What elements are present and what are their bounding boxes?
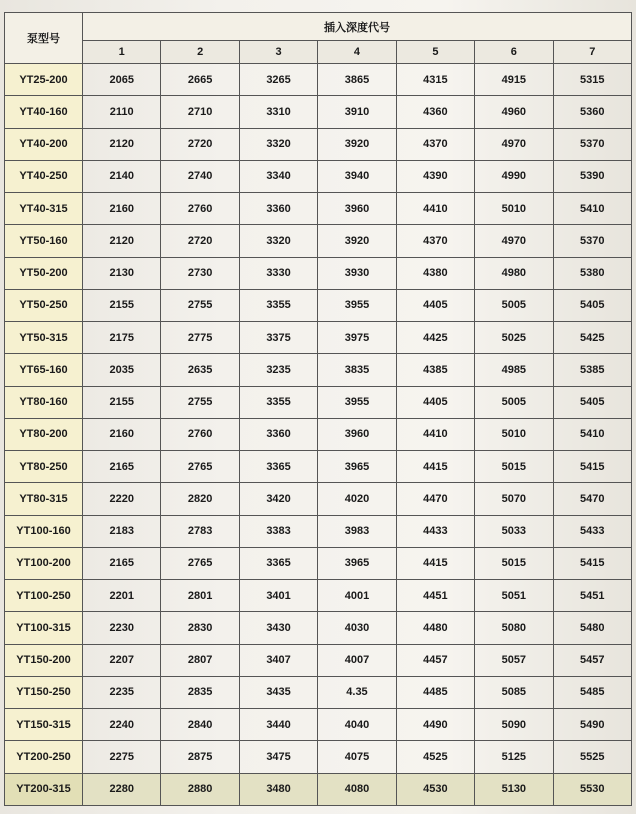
depth-value-cell: 5457	[553, 644, 631, 676]
table-row	[5, 160, 632, 192]
depth-value-cell: 3320	[239, 225, 317, 257]
depth-value-cell: 3865	[318, 64, 396, 96]
depth-value-cell: 2775	[161, 322, 239, 354]
pump-model-cell: YT80-250	[5, 451, 83, 483]
depth-value-cell: 5485	[553, 676, 631, 708]
table-row	[5, 483, 632, 515]
depth-value-cell: 2065	[83, 64, 161, 96]
table-row	[5, 96, 632, 128]
depth-value-cell: 4315	[396, 64, 474, 96]
depth-value-cell: 2275	[83, 741, 161, 773]
depth-value-cell: 5390	[553, 160, 631, 192]
table-row	[5, 418, 632, 450]
depth-value-cell: 4040	[318, 709, 396, 741]
depth-value-cell: 4415	[396, 451, 474, 483]
depth-value-cell: 5090	[475, 709, 553, 741]
depth-value-cell: 5525	[553, 741, 631, 773]
table-body	[5, 64, 632, 806]
pump-model-cell: YT40-315	[5, 193, 83, 225]
depth-value-cell: 2835	[161, 676, 239, 708]
depth-value-cell: 3965	[318, 451, 396, 483]
depth-value-cell: 4380	[396, 257, 474, 289]
depth-value-cell: 2230	[83, 612, 161, 644]
depth-value-cell: 4470	[396, 483, 474, 515]
depth-value-cell: 3983	[318, 515, 396, 547]
depth-value-cell: 4020	[318, 483, 396, 515]
depth-value-cell: 3940	[318, 160, 396, 192]
depth-value-cell: 5070	[475, 483, 553, 515]
depth-value-cell: 4007	[318, 644, 396, 676]
depth-value-cell: 2755	[161, 289, 239, 321]
depth-value-cell: 2755	[161, 386, 239, 418]
depth-value-cell: 3383	[239, 515, 317, 547]
depth-value-cell: 2140	[83, 160, 161, 192]
depth-value-cell: 3920	[318, 225, 396, 257]
depth-value-cell: 2765	[161, 547, 239, 579]
table-row	[5, 580, 632, 612]
depth-value-cell: 2175	[83, 322, 161, 354]
depth-value-cell: 2280	[83, 773, 161, 806]
depth-value-cell: 3355	[239, 386, 317, 418]
depth-value-cell: 5530	[553, 773, 631, 806]
table-header	[5, 13, 632, 64]
pump-model-cell: YT40-160	[5, 96, 83, 128]
depth-value-cell: 5005	[475, 386, 553, 418]
table-row	[5, 257, 632, 289]
depth-value-cell: 2635	[161, 354, 239, 386]
depth-value-cell: 4990	[475, 160, 553, 192]
depth-value-cell: 5005	[475, 289, 553, 321]
table-row	[5, 676, 632, 708]
depth-value-cell: 4370	[396, 225, 474, 257]
depth-value-cell: 4410	[396, 418, 474, 450]
depth-value-cell: 2110	[83, 96, 161, 128]
depth-value-cell: 5410	[553, 193, 631, 225]
depth-value-cell: 3910	[318, 96, 396, 128]
depth-value-cell: 2875	[161, 741, 239, 773]
depth-value-cell: 3340	[239, 160, 317, 192]
depth-value-cell: 5405	[553, 386, 631, 418]
depth-value-cell: 3360	[239, 418, 317, 450]
depth-value-cell: 2201	[83, 580, 161, 612]
depth-value-cell: 2801	[161, 580, 239, 612]
depth-value-cell: 4530	[396, 773, 474, 806]
pump-model-cell: YT150-250	[5, 676, 83, 708]
header-depth-code: 3	[239, 41, 317, 64]
header-pump-model: 泵型号	[5, 13, 83, 64]
depth-value-cell: 5385	[553, 354, 631, 386]
table-row	[5, 225, 632, 257]
depth-value-cell: 4433	[396, 515, 474, 547]
pump-model-cell: YT50-315	[5, 322, 83, 354]
depth-value-cell: 5125	[475, 741, 553, 773]
depth-value-cell: 2130	[83, 257, 161, 289]
depth-value-cell: 5051	[475, 580, 553, 612]
depth-value-cell: 3360	[239, 193, 317, 225]
depth-value-cell: 5130	[475, 773, 553, 806]
depth-value-cell: 3960	[318, 418, 396, 450]
depth-value-cell: 4451	[396, 580, 474, 612]
pump-model-cell: YT100-160	[5, 515, 83, 547]
table-row	[5, 354, 632, 386]
depth-value-cell: 3365	[239, 547, 317, 579]
depth-value-cell: 2155	[83, 386, 161, 418]
header-depth-code: 2	[161, 41, 239, 64]
pump-model-cell: YT100-250	[5, 580, 83, 612]
depth-value-cell: 2165	[83, 451, 161, 483]
depth-value-cell: 5025	[475, 322, 553, 354]
depth-value-cell: 5425	[553, 322, 631, 354]
depth-value-cell: 5080	[475, 612, 553, 644]
depth-value-cell: 5433	[553, 515, 631, 547]
depth-value-cell: 5315	[553, 64, 631, 96]
depth-value-cell: 3475	[239, 741, 317, 773]
depth-value-cell: 2207	[83, 644, 161, 676]
table-row	[5, 741, 632, 773]
depth-value-cell: 3975	[318, 322, 396, 354]
depth-value-cell: 4425	[396, 322, 474, 354]
depth-value-cell: 3480	[239, 773, 317, 806]
depth-value-cell: 4490	[396, 709, 474, 741]
depth-value-cell: 2830	[161, 612, 239, 644]
table-row	[5, 64, 632, 96]
depth-value-cell: 5415	[553, 547, 631, 579]
pump-model-cell: YT200-250	[5, 741, 83, 773]
pump-model-cell: YT100-200	[5, 547, 83, 579]
depth-value-cell: 4985	[475, 354, 553, 386]
depth-value-cell: 3920	[318, 128, 396, 160]
depth-value-cell: 2710	[161, 96, 239, 128]
depth-value-cell: 3430	[239, 612, 317, 644]
depth-value-cell: 3965	[318, 547, 396, 579]
depth-value-cell: 5015	[475, 451, 553, 483]
header-depth-code: 7	[553, 41, 631, 64]
depth-value-cell: 4080	[318, 773, 396, 806]
depth-value-cell: 2720	[161, 128, 239, 160]
header-depth-code: 1	[83, 41, 161, 64]
depth-value-cell: 2820	[161, 483, 239, 515]
depth-value-cell: 3355	[239, 289, 317, 321]
depth-value-cell: 2183	[83, 515, 161, 547]
depth-value-cell: 4390	[396, 160, 474, 192]
depth-value-cell: 4415	[396, 547, 474, 579]
depth-value-cell: 2720	[161, 225, 239, 257]
depth-value-cell: 3401	[239, 580, 317, 612]
depth-value-cell: 3420	[239, 483, 317, 515]
depth-value-cell: 5010	[475, 418, 553, 450]
pump-model-cell: YT150-200	[5, 644, 83, 676]
depth-value-cell: 3320	[239, 128, 317, 160]
pump-model-cell: YT80-315	[5, 483, 83, 515]
pump-model-cell: YT50-200	[5, 257, 83, 289]
table-row	[5, 773, 632, 806]
table-row	[5, 193, 632, 225]
depth-value-cell: 3265	[239, 64, 317, 96]
depth-value-cell: 4970	[475, 225, 553, 257]
depth-value-cell: 4915	[475, 64, 553, 96]
depth-value-cell: 5057	[475, 644, 553, 676]
depth-value-cell: 2665	[161, 64, 239, 96]
pump-model-cell: YT150-315	[5, 709, 83, 741]
depth-value-cell: 5085	[475, 676, 553, 708]
depth-value-cell: 4970	[475, 128, 553, 160]
table-row	[5, 644, 632, 676]
depth-table-sheet	[4, 12, 632, 806]
depth-value-cell: 3955	[318, 386, 396, 418]
depth-value-cell: 2235	[83, 676, 161, 708]
depth-value-cell: 3235	[239, 354, 317, 386]
depth-value-cell: 2783	[161, 515, 239, 547]
table-row	[5, 515, 632, 547]
header-depth-code: 4	[318, 41, 396, 64]
depth-value-cell: 3330	[239, 257, 317, 289]
depth-value-cell: 2760	[161, 193, 239, 225]
depth-value-cell: 4405	[396, 289, 474, 321]
pump-model-cell: YT80-160	[5, 386, 83, 418]
depth-value-cell: 5451	[553, 580, 631, 612]
depth-value-cell: 3375	[239, 322, 317, 354]
depth-value-cell: 2880	[161, 773, 239, 806]
depth-value-cell: 4457	[396, 644, 474, 676]
depth-value-cell: 2740	[161, 160, 239, 192]
depth-value-cell: 3407	[239, 644, 317, 676]
depth-value-cell: 2765	[161, 451, 239, 483]
depth-value-cell: 5470	[553, 483, 631, 515]
depth-value-cell: 4960	[475, 96, 553, 128]
insertion-depth-table	[4, 12, 632, 806]
depth-value-cell: 2240	[83, 709, 161, 741]
depth-value-cell: 4360	[396, 96, 474, 128]
depth-value-cell: 3960	[318, 193, 396, 225]
depth-value-cell: 4.35	[318, 676, 396, 708]
depth-value-cell: 3835	[318, 354, 396, 386]
pump-model-cell: YT80-200	[5, 418, 83, 450]
pump-model-cell: YT200-315	[5, 773, 83, 806]
depth-value-cell: 4525	[396, 741, 474, 773]
pump-model-cell: YT50-250	[5, 289, 83, 321]
depth-value-cell: 4480	[396, 612, 474, 644]
depth-value-cell: 5415	[553, 451, 631, 483]
table-row	[5, 289, 632, 321]
depth-value-cell: 4410	[396, 193, 474, 225]
depth-value-cell: 5480	[553, 612, 631, 644]
depth-value-cell: 4001	[318, 580, 396, 612]
pump-model-cell: YT65-160	[5, 354, 83, 386]
table-row	[5, 547, 632, 579]
depth-value-cell: 5370	[553, 225, 631, 257]
table-row	[5, 612, 632, 644]
depth-value-cell: 5033	[475, 515, 553, 547]
depth-value-cell: 2220	[83, 483, 161, 515]
header-depth-code: 6	[475, 41, 553, 64]
depth-value-cell: 2160	[83, 418, 161, 450]
depth-value-cell: 4075	[318, 741, 396, 773]
depth-value-cell: 5010	[475, 193, 553, 225]
depth-value-cell: 2035	[83, 354, 161, 386]
depth-value-cell: 5380	[553, 257, 631, 289]
pump-model-cell: YT50-160	[5, 225, 83, 257]
table-row	[5, 128, 632, 160]
depth-value-cell: 5405	[553, 289, 631, 321]
depth-value-cell: 4385	[396, 354, 474, 386]
depth-value-cell: 5015	[475, 547, 553, 579]
header-depth-code: 5	[396, 41, 474, 64]
depth-value-cell: 3440	[239, 709, 317, 741]
pump-model-cell: YT25-200	[5, 64, 83, 96]
depth-value-cell: 3310	[239, 96, 317, 128]
table-row	[5, 386, 632, 418]
depth-value-cell: 3365	[239, 451, 317, 483]
depth-value-cell: 2155	[83, 289, 161, 321]
depth-value-cell: 2807	[161, 644, 239, 676]
depth-value-cell: 3930	[318, 257, 396, 289]
depth-value-cell: 2120	[83, 225, 161, 257]
depth-value-cell: 4485	[396, 676, 474, 708]
depth-value-cell: 2840	[161, 709, 239, 741]
depth-value-cell: 5410	[553, 418, 631, 450]
pump-model-cell: YT40-250	[5, 160, 83, 192]
depth-value-cell: 4370	[396, 128, 474, 160]
table-row	[5, 451, 632, 483]
depth-value-cell: 2730	[161, 257, 239, 289]
table-row	[5, 322, 632, 354]
depth-value-cell: 3955	[318, 289, 396, 321]
pump-model-cell: YT40-200	[5, 128, 83, 160]
depth-value-cell: 2120	[83, 128, 161, 160]
depth-value-cell: 4405	[396, 386, 474, 418]
pump-model-cell: YT100-315	[5, 612, 83, 644]
header-depth-code-group: 插入深度代号	[83, 13, 632, 41]
depth-value-cell: 2160	[83, 193, 161, 225]
depth-value-cell: 5360	[553, 96, 631, 128]
depth-value-cell: 4030	[318, 612, 396, 644]
table-row	[5, 709, 632, 741]
depth-value-cell: 2760	[161, 418, 239, 450]
depth-value-cell: 4980	[475, 257, 553, 289]
depth-value-cell: 5370	[553, 128, 631, 160]
depth-value-cell: 5490	[553, 709, 631, 741]
depth-value-cell: 3435	[239, 676, 317, 708]
depth-value-cell: 2165	[83, 547, 161, 579]
